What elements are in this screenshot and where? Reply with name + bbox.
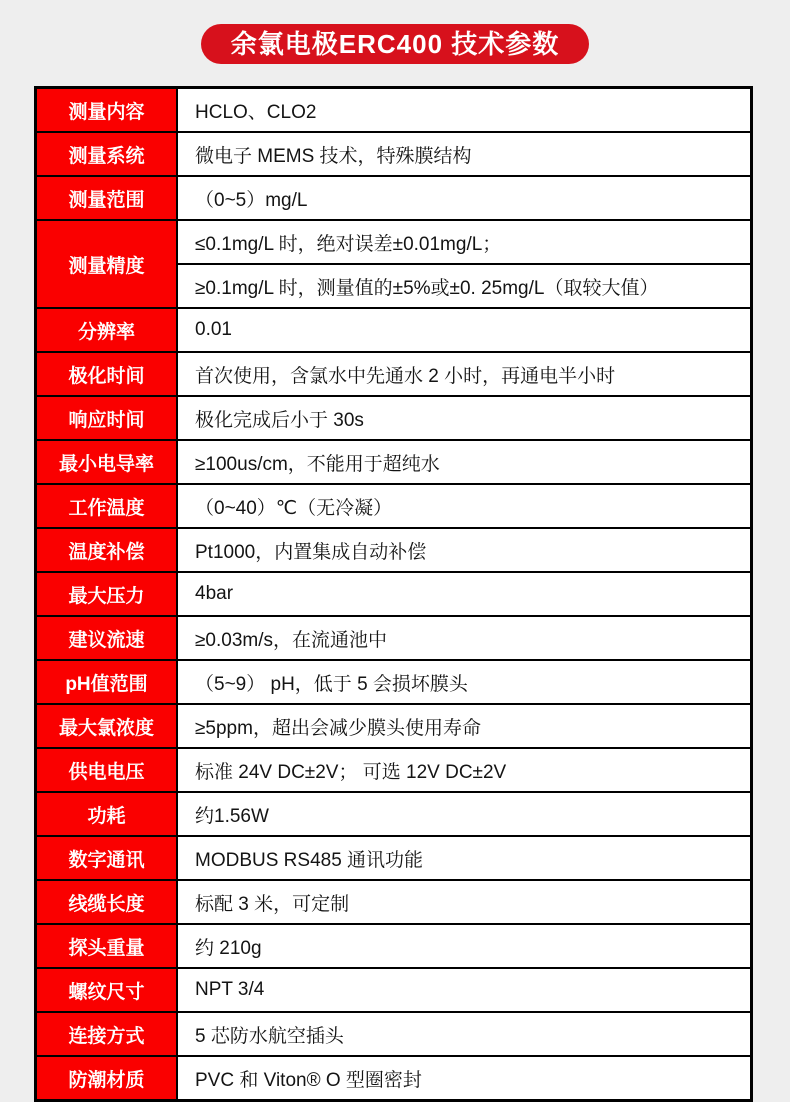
- spec-value-cell: Pt1000，内置集成自动补偿: [177, 528, 752, 572]
- spec-label-cell: 测量精度: [36, 220, 178, 308]
- spec-value-cell: 标准 24V DC±2V； 可选 12V DC±2V: [177, 748, 752, 792]
- spec-value-cell: ≥0.1mg/L 时，测量值的±5%或±0. 25mg/L（取较大值）: [177, 264, 752, 308]
- spec-label-cell: 最大压力: [36, 572, 178, 616]
- table-row: [36, 484, 752, 528]
- spec-label-cell: 供电电压: [36, 748, 178, 792]
- spec-value-cell: 极化完成后小于 30s: [177, 396, 752, 440]
- table-row: [36, 704, 752, 748]
- spec-label-cell: 分辨率: [36, 308, 178, 352]
- table-row: [36, 308, 752, 352]
- table-row: [36, 968, 752, 1012]
- spec-value-cell: （0~5）mg/L: [177, 176, 752, 220]
- spec-label-cell: 探头重量: [36, 924, 178, 968]
- spec-label-cell: 最小电导率: [36, 440, 178, 484]
- table-row: [36, 792, 752, 836]
- table-row: [36, 572, 752, 616]
- table-row: [36, 1012, 752, 1056]
- table-row: [36, 924, 752, 968]
- table-row: [36, 748, 752, 792]
- spec-value-cell: ≥0.03m/s，在流通池中: [177, 616, 752, 660]
- table-row: [36, 880, 752, 924]
- spec-label-cell: 响应时间: [36, 396, 178, 440]
- spec-value-cell: 首次使用，含氯水中先通水 2 小时，再通电半小时: [177, 352, 752, 396]
- table-row: [36, 660, 752, 704]
- spec-value-cell: NPT 3/4: [177, 968, 752, 1012]
- spec-value-cell: MODBUS RS485 通讯功能: [177, 836, 752, 880]
- spec-value-cell: 微电子 MEMS 技术，特殊膜结构: [177, 132, 752, 176]
- spec-value-cell: 标配 3 米，可定制: [177, 880, 752, 924]
- spec-label-cell: 连接方式: [36, 1012, 178, 1056]
- spec-value-cell: 5 芯防水航空插头: [177, 1012, 752, 1056]
- spec-label-cell: 最大氯浓度: [36, 704, 178, 748]
- table-row: [36, 88, 752, 133]
- spec-label-cell: 测量范围: [36, 176, 178, 220]
- spec-value-cell: 约1.56W: [177, 792, 752, 836]
- table-row: [36, 176, 752, 220]
- table-row: [36, 1056, 752, 1101]
- spec-value-cell: （5~9） pH，低于 5 会损坏膜头: [177, 660, 752, 704]
- spec-label-cell: 测量系统: [36, 132, 178, 176]
- spec-value-cell: ≥5ppm，超出会减少膜头使用寿命: [177, 704, 752, 748]
- table-row: [36, 132, 752, 176]
- spec-value-cell: 约 210g: [177, 924, 752, 968]
- spec-label-cell: 工作温度: [36, 484, 178, 528]
- spec-label-cell: 螺纹尺寸: [36, 968, 178, 1012]
- spec-label-cell: 数字通讯: [36, 836, 178, 880]
- spec-value-cell: 4bar: [177, 572, 752, 616]
- table-row: [36, 616, 752, 660]
- table-row: [36, 440, 752, 484]
- spec-table: [34, 86, 753, 1102]
- spec-label-cell: 极化时间: [36, 352, 178, 396]
- spec-label-cell: 温度补偿: [36, 528, 178, 572]
- spec-label-cell: 测量内容: [36, 88, 178, 133]
- table-row: [36, 220, 752, 264]
- table-row: [36, 352, 752, 396]
- spec-label-cell: 功耗: [36, 792, 178, 836]
- spec-label-cell: 建议流速: [36, 616, 178, 660]
- page-title: 余氯电极ERC400 技术参数: [201, 24, 590, 64]
- spec-value-cell: PVC 和 Viton® O 型圈密封: [177, 1056, 752, 1101]
- table-row: [36, 396, 752, 440]
- spec-label-cell: 线缆长度: [36, 880, 178, 924]
- spec-label-cell: 防潮材质: [36, 1056, 178, 1101]
- spec-value-cell: ≥100us/cm，不能用于超纯水: [177, 440, 752, 484]
- spec-value-cell: （0~40）℃（无冷凝）: [177, 484, 752, 528]
- spec-value-cell: HCLO、CLO2: [177, 88, 752, 133]
- spec-value-cell: 0.01: [177, 308, 752, 352]
- spec-value-cell: ≤0.1mg/L 时，绝对误差±0.01mg/L；: [177, 220, 752, 264]
- table-row: [36, 528, 752, 572]
- spec-label-cell: pH值范围: [36, 660, 178, 704]
- table-row: [36, 836, 752, 880]
- spec-table-body: [36, 88, 752, 1101]
